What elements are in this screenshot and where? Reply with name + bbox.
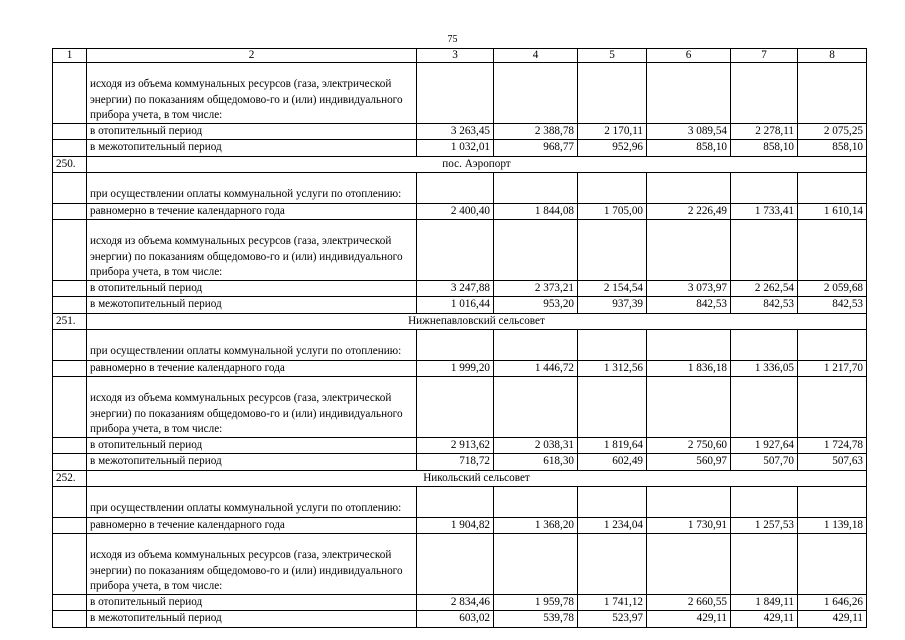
value-cell: 2 750,60 [647, 438, 731, 454]
row-description: исходя из объема коммунальных ресурсов (газа, электрической энергии) по показаниям общедомово-го и (или) индивидуального прибора учета, в том числе: [87, 376, 417, 437]
value-cell: 1 724,78 [798, 438, 867, 454]
section-title: Никольский сельсовет [87, 470, 867, 486]
value-cell: 1 927,64 [731, 438, 798, 454]
value-cell: 937,39 [578, 297, 647, 313]
empty-cell [731, 533, 798, 594]
value-cell: 429,11 [647, 611, 731, 627]
value-cell: 618,30 [494, 454, 578, 470]
empty-cell [798, 173, 867, 204]
table-row [53, 517, 867, 533]
row-label: в отопительный период [87, 438, 417, 454]
empty-cell [53, 376, 87, 437]
table-row [53, 454, 867, 470]
empty-cell [731, 63, 798, 124]
value-cell: 1 646,26 [798, 595, 867, 611]
value-cell: 2 388,78 [494, 124, 578, 140]
description-row [53, 533, 867, 594]
empty-cell [578, 63, 647, 124]
empty-cell [578, 376, 647, 437]
value-cell: 523,97 [578, 611, 647, 627]
value-cell: 507,63 [798, 454, 867, 470]
section-number: 250. [53, 156, 87, 172]
value-cell: 2 660,55 [647, 595, 731, 611]
value-cell: 1 819,64 [578, 438, 647, 454]
description-row [53, 376, 867, 437]
value-cell: 2 170,11 [578, 124, 647, 140]
empty-cell [417, 376, 494, 437]
empty-cell [53, 360, 87, 376]
empty-cell [798, 63, 867, 124]
empty-cell [53, 281, 87, 297]
value-cell: 2 262,54 [731, 281, 798, 297]
tariff-table [52, 48, 867, 628]
value-cell: 968,77 [494, 140, 578, 156]
value-cell: 1 336,05 [731, 360, 798, 376]
empty-cell [647, 487, 731, 518]
row-label: равномерно в течение календарного года [87, 517, 417, 533]
description-row [53, 487, 867, 518]
value-cell: 1 733,41 [731, 203, 798, 219]
header-cell: 7 [731, 49, 798, 63]
value-cell: 2 226,49 [647, 203, 731, 219]
value-cell: 2 154,54 [578, 281, 647, 297]
empty-cell [53, 330, 87, 361]
value-cell: 1 705,00 [578, 203, 647, 219]
header-cell: 4 [494, 49, 578, 63]
empty-cell [53, 454, 87, 470]
value-cell: 858,10 [647, 140, 731, 156]
value-cell: 2 400,40 [417, 203, 494, 219]
empty-cell [53, 438, 87, 454]
row-description: при осуществлении оплаты коммунальной услуги по отоплению: [87, 330, 417, 361]
table-row [53, 438, 867, 454]
empty-cell [53, 219, 87, 280]
row-description: исходя из объема коммунальных ресурсов (газа, электрической энергии) по показаниям общедомово-го и (или) индивидуального прибора учета, в том числе: [87, 219, 417, 280]
value-cell: 953,20 [494, 297, 578, 313]
value-cell: 952,96 [578, 140, 647, 156]
section-number: 251. [53, 313, 87, 329]
header-cell: 1 [53, 49, 87, 63]
empty-cell [417, 173, 494, 204]
value-cell: 1 139,18 [798, 517, 867, 533]
empty-cell [417, 63, 494, 124]
empty-cell [494, 330, 578, 361]
section-title: Нижнепавловский сельсовет [87, 313, 867, 329]
empty-cell [647, 219, 731, 280]
value-cell: 3 073,97 [647, 281, 731, 297]
section-row [53, 470, 867, 486]
header-row [53, 49, 867, 63]
value-cell: 2 913,62 [417, 438, 494, 454]
empty-cell [494, 487, 578, 518]
description-row [53, 330, 867, 361]
row-label: в межотопительный период [87, 611, 417, 627]
description-row [53, 63, 867, 124]
value-cell: 1 217,70 [798, 360, 867, 376]
empty-cell [647, 330, 731, 361]
empty-cell [798, 330, 867, 361]
value-cell: 1 836,18 [647, 360, 731, 376]
row-description: при осуществлении оплаты коммунальной услуги по отоплению: [87, 487, 417, 518]
table-row [53, 281, 867, 297]
empty-cell [578, 533, 647, 594]
value-cell: 1 016,44 [417, 297, 494, 313]
value-cell: 842,53 [647, 297, 731, 313]
row-label: в межотопительный период [87, 140, 417, 156]
row-description: исходя из объема коммунальных ресурсов (газа, электрической энергии) по показаниям общедомово-го и (или) индивидуального прибора учета, в том числе: [87, 533, 417, 594]
empty-cell [53, 595, 87, 611]
empty-cell [647, 173, 731, 204]
description-row [53, 219, 867, 280]
value-cell: 507,70 [731, 454, 798, 470]
value-cell: 2 038,31 [494, 438, 578, 454]
value-cell: 842,53 [731, 297, 798, 313]
empty-cell [731, 376, 798, 437]
row-label: в межотопительный период [87, 454, 417, 470]
empty-cell [798, 219, 867, 280]
empty-cell [798, 533, 867, 594]
empty-cell [647, 63, 731, 124]
header-cell: 6 [647, 49, 731, 63]
header-cell: 5 [578, 49, 647, 63]
empty-cell [578, 487, 647, 518]
empty-cell [494, 63, 578, 124]
table-row [53, 611, 867, 627]
empty-cell [417, 533, 494, 594]
empty-cell [494, 219, 578, 280]
empty-cell [53, 297, 87, 313]
empty-cell [53, 63, 87, 124]
table-row [53, 595, 867, 611]
empty-cell [731, 330, 798, 361]
value-cell: 1 234,04 [578, 517, 647, 533]
row-label: в отопительный период [87, 124, 417, 140]
row-description: исходя из объема коммунальных ресурсов (газа, электрической энергии) по показаниям общедомово-го и (или) индивидуального прибора учета, в том числе: [87, 63, 417, 124]
empty-cell [798, 376, 867, 437]
row-label: в межотопительный период [87, 297, 417, 313]
value-cell: 2 834,46 [417, 595, 494, 611]
value-cell: 1 999,20 [417, 360, 494, 376]
value-cell: 718,72 [417, 454, 494, 470]
row-description: при осуществлении оплаты коммунальной услуги по отоплению: [87, 173, 417, 204]
value-cell: 1 741,12 [578, 595, 647, 611]
value-cell: 858,10 [731, 140, 798, 156]
empty-cell [494, 173, 578, 204]
table-row [53, 140, 867, 156]
value-cell: 2 373,21 [494, 281, 578, 297]
value-cell: 1 312,56 [578, 360, 647, 376]
value-cell: 1 257,53 [731, 517, 798, 533]
value-cell: 429,11 [798, 611, 867, 627]
value-cell: 1 849,11 [731, 595, 798, 611]
value-cell: 1 959,78 [494, 595, 578, 611]
page-number: 75 [447, 34, 458, 45]
row-label: в отопительный период [87, 595, 417, 611]
header-cell: 8 [798, 49, 867, 63]
empty-cell [53, 124, 87, 140]
table-row [53, 203, 867, 219]
value-cell: 1 368,20 [494, 517, 578, 533]
value-cell: 1 904,82 [417, 517, 494, 533]
empty-cell [494, 376, 578, 437]
value-cell: 1 730,91 [647, 517, 731, 533]
empty-cell [417, 219, 494, 280]
value-cell: 539,78 [494, 611, 578, 627]
value-cell: 3 247,88 [417, 281, 494, 297]
table-row [53, 297, 867, 313]
empty-cell [53, 533, 87, 594]
value-cell: 2 278,11 [731, 124, 798, 140]
empty-cell [53, 203, 87, 219]
empty-cell [731, 219, 798, 280]
row-label: равномерно в течение календарного года [87, 203, 417, 219]
section-number: 252. [53, 470, 87, 486]
empty-cell [53, 140, 87, 156]
header-cell: 2 [87, 49, 417, 63]
section-title: пос. Аэропорт [87, 156, 867, 172]
value-cell: 3 263,45 [417, 124, 494, 140]
empty-cell [578, 173, 647, 204]
value-cell: 602,49 [578, 454, 647, 470]
empty-cell [417, 330, 494, 361]
empty-cell [731, 173, 798, 204]
empty-cell [417, 487, 494, 518]
value-cell: 1 446,72 [494, 360, 578, 376]
empty-cell [53, 173, 87, 204]
empty-cell [731, 487, 798, 518]
section-row [53, 313, 867, 329]
value-cell: 842,53 [798, 297, 867, 313]
empty-cell [578, 330, 647, 361]
value-cell: 603,02 [417, 611, 494, 627]
row-label: равномерно в течение календарного года [87, 360, 417, 376]
value-cell: 3 089,54 [647, 124, 731, 140]
empty-cell [798, 487, 867, 518]
description-row [53, 173, 867, 204]
header-cell: 3 [417, 49, 494, 63]
value-cell: 1 032,01 [417, 140, 494, 156]
empty-cell [647, 376, 731, 437]
empty-cell [53, 487, 87, 518]
table-body [53, 49, 867, 628]
empty-cell [53, 517, 87, 533]
value-cell: 560,97 [647, 454, 731, 470]
value-cell: 1 844,08 [494, 203, 578, 219]
value-cell: 2 075,25 [798, 124, 867, 140]
empty-cell [494, 533, 578, 594]
empty-cell [578, 219, 647, 280]
value-cell: 429,11 [731, 611, 798, 627]
empty-cell [53, 611, 87, 627]
row-label: в отопительный период [87, 281, 417, 297]
table-row [53, 124, 867, 140]
value-cell: 858,10 [798, 140, 867, 156]
table-row [53, 360, 867, 376]
value-cell: 2 059,68 [798, 281, 867, 297]
value-cell: 1 610,14 [798, 203, 867, 219]
empty-cell [647, 533, 731, 594]
section-row [53, 156, 867, 172]
